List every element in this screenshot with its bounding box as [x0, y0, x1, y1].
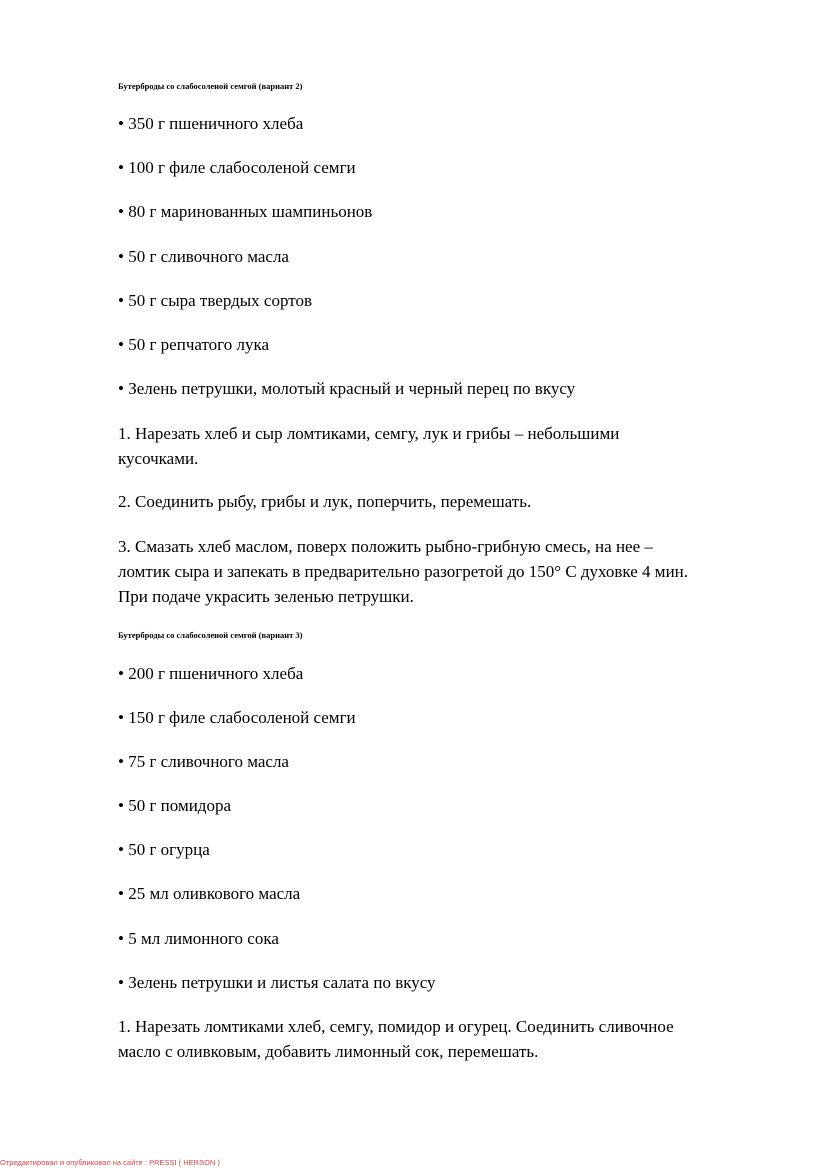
step-line: 1. Нарезать ломтиками хлеб, семгу, помидор и огурец. Соединить сливочное [118, 1017, 674, 1036]
step-line: масло с оливковым, добавить лимонный сок, перемешать. [118, 1042, 539, 1061]
ingredient-item: • 50 г репчатого лука [118, 335, 270, 354]
ingredient-item: • 50 г огурца [118, 840, 210, 859]
step-line: 3. Смазать хлеб маслом, поверх положить рыбно-грибную смесь, на нее – [118, 537, 653, 556]
step-line: 2. Соединить рыбу, грибы и лук, поперчить, перемешать. [118, 492, 532, 511]
ingredient-item: • Зелень петрушки, молотый красный и черный перец по вкусу [118, 379, 576, 398]
step-line: ломтик сыра и запекать в предварительно разогретой до 150° С духовке 4 мин. [118, 562, 689, 581]
recipe-3-title: Бутерброды со слабосоленой семгой (вариант 3) [118, 630, 303, 640]
ingredient-item: • 75 г сливочного масла [118, 752, 289, 771]
ingredient-item: • 200 г пшеничного хлеба [118, 664, 304, 683]
step-line: При подаче украсить зеленью петрушки. [118, 587, 414, 606]
ingredient-item: • 350 г пшеничного хлеба [118, 114, 304, 133]
ingredient-item: • 50 г сливочного масла [118, 247, 289, 266]
footer-note: Отредактировал и опубликовал на сайте : PRESSI ( HERSON ) [0, 1158, 220, 1167]
ingredient-item: • 80 г маринованных шампиньонов [118, 202, 373, 221]
ingredient-item: • 5 мл лимонного сока [118, 929, 279, 948]
ingredient-item: • 50 г сыра твердых сортов [118, 291, 312, 310]
ingredient-item: • 100 г филе слабосоленой семги [118, 158, 356, 177]
ingredient-item: • Зелень петрушки и листья салата по вкусу [118, 973, 436, 992]
ingredient-item: • 150 г филе слабосоленой семги [118, 708, 356, 727]
step-line: кусочками. [118, 449, 199, 468]
recipe-2-title: Бутерброды со слабосоленой семгой (вариант 2) [118, 81, 303, 91]
ingredient-item: • 25 мл оливкового масла [118, 884, 301, 903]
ingredient-item: • 50 г помидора [118, 796, 231, 815]
step-line: 1. Нарезать хлеб и сыр ломтиками, семгу, лук и грибы – небольшими [118, 424, 620, 443]
